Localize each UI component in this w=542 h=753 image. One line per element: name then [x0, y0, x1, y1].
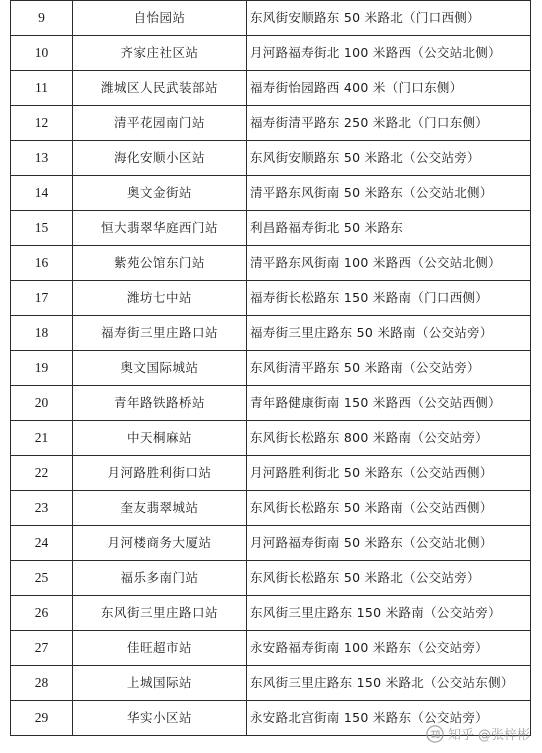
station-location: 福寿街怡园路西 400 米（门口东侧） [247, 71, 531, 106]
station-name: 东风街三里庄路口站 [73, 596, 247, 631]
table-row [11, 421, 531, 456]
station-location: 东风街长松路东 800 米路南（公交站旁） [247, 421, 531, 456]
row-number: 23 [11, 491, 73, 526]
row-number: 15 [11, 211, 73, 246]
table-row [11, 316, 531, 351]
station-name: 潍城区人民武装部站 [73, 71, 247, 106]
station-name: 华实小区站 [73, 701, 247, 736]
row-number: 19 [11, 351, 73, 386]
row-number: 24 [11, 526, 73, 561]
document-page [10, 0, 530, 736]
table-row [11, 561, 531, 596]
row-number: 21 [11, 421, 73, 456]
row-number: 18 [11, 316, 73, 351]
station-name: 海化安顺小区站 [73, 141, 247, 176]
station-location: 月河路胜利街北 50 米路东（公交站西侧） [247, 456, 531, 491]
station-name: 恒大翡翠华庭西门站 [73, 211, 247, 246]
row-number: 29 [11, 701, 73, 736]
station-name: 奥文金街站 [73, 176, 247, 211]
row-number: 25 [11, 561, 73, 596]
row-number: 26 [11, 596, 73, 631]
station-location: 永安路福寿街南 100 米路东（公交站旁） [247, 631, 531, 666]
table-row [11, 1, 531, 36]
row-number: 13 [11, 141, 73, 176]
table-row [11, 211, 531, 246]
station-location: 福寿街长松路东 150 米路南（门口西侧） [247, 281, 531, 316]
station-name: 紫苑公馆东门站 [73, 246, 247, 281]
station-name: 青年路铁路桥站 [73, 386, 247, 421]
table-row [11, 631, 531, 666]
watermark-handle: @张梓彬 [477, 728, 530, 743]
station-location: 东风街长松路东 50 米路南（公交站西侧） [247, 491, 531, 526]
table-row [11, 666, 531, 701]
row-number: 14 [11, 176, 73, 211]
station-location: 东风街三里庄路东 150 米路南（公交站旁） [247, 596, 531, 631]
station-location: 福寿街三里庄路东 50 米路南（公交站旁） [247, 316, 531, 351]
station-location: 清平路东风街南 50 米路东（公交站北侧） [247, 176, 531, 211]
station-name: 自怡园站 [73, 1, 247, 36]
row-number: 11 [11, 71, 73, 106]
table-row [11, 596, 531, 631]
zhihu-watermark [426, 724, 530, 743]
station-name: 奎友翡翠城站 [73, 491, 247, 526]
station-location: 东风街安顺路东 50 米路北（公交站旁） [247, 141, 531, 176]
station-location: 月河路福寿街北 100 米路西（公交站北侧） [247, 36, 531, 71]
table-row [11, 526, 531, 561]
table-row [11, 351, 531, 386]
station-name: 福乐多南门站 [73, 561, 247, 596]
row-number: 9 [11, 1, 73, 36]
station-name: 潍坊七中站 [73, 281, 247, 316]
station-name: 中天桐麻站 [73, 421, 247, 456]
station-name: 月河路胜利街口站 [73, 456, 247, 491]
row-number: 20 [11, 386, 73, 421]
station-name: 清平花园南门站 [73, 106, 247, 141]
station-location: 月河路福寿街南 50 米路东（公交站北侧） [247, 526, 531, 561]
station-location: 福寿街清平路东 250 米路北（门口东侧） [247, 106, 531, 141]
station-table [10, 0, 531, 736]
table-row [11, 491, 531, 526]
station-location: 东风街安顺路东 50 米路北（门口西侧） [247, 1, 531, 36]
station-location: 东风街长松路东 50 米路北（公交站旁） [247, 561, 531, 596]
table-row [11, 71, 531, 106]
row-number: 10 [11, 36, 73, 71]
station-location: 利昌路福寿街北 50 米路东 [247, 211, 531, 246]
table-row [11, 141, 531, 176]
row-number: 22 [11, 456, 73, 491]
station-name: 福寿街三里庄路口站 [73, 316, 247, 351]
station-location: 东风街三里庄路东 150 米路北（公交站东侧） [247, 666, 531, 701]
station-location: 清平路东风街南 100 米路西（公交站北侧） [247, 246, 531, 281]
station-name: 上城国际站 [73, 666, 247, 701]
table-row [11, 246, 531, 281]
watermark-site: 知乎 [447, 728, 474, 743]
station-name: 月河楼商务大厦站 [73, 526, 247, 561]
row-number: 17 [11, 281, 73, 316]
zhihu-logo-icon [426, 725, 444, 743]
table-row [11, 281, 531, 316]
row-number: 16 [11, 246, 73, 281]
table-row [11, 456, 531, 491]
station-name: 佳旺超市站 [73, 631, 247, 666]
station-name: 齐家庄社区站 [73, 36, 247, 71]
station-location: 东风街清平路东 50 米路南（公交站旁） [247, 351, 531, 386]
table-row [11, 106, 531, 141]
table-row [11, 386, 531, 421]
station-name: 奥文国际城站 [73, 351, 247, 386]
table-row [11, 176, 531, 211]
station-location: 永安路北宫街南 150 米路东（公交站旁） [247, 701, 531, 736]
table-row [11, 36, 531, 71]
station-location: 青年路健康街南 150 米路西（公交站西侧） [247, 386, 531, 421]
row-number: 27 [11, 631, 73, 666]
row-number: 28 [11, 666, 73, 701]
row-number: 12 [11, 106, 73, 141]
